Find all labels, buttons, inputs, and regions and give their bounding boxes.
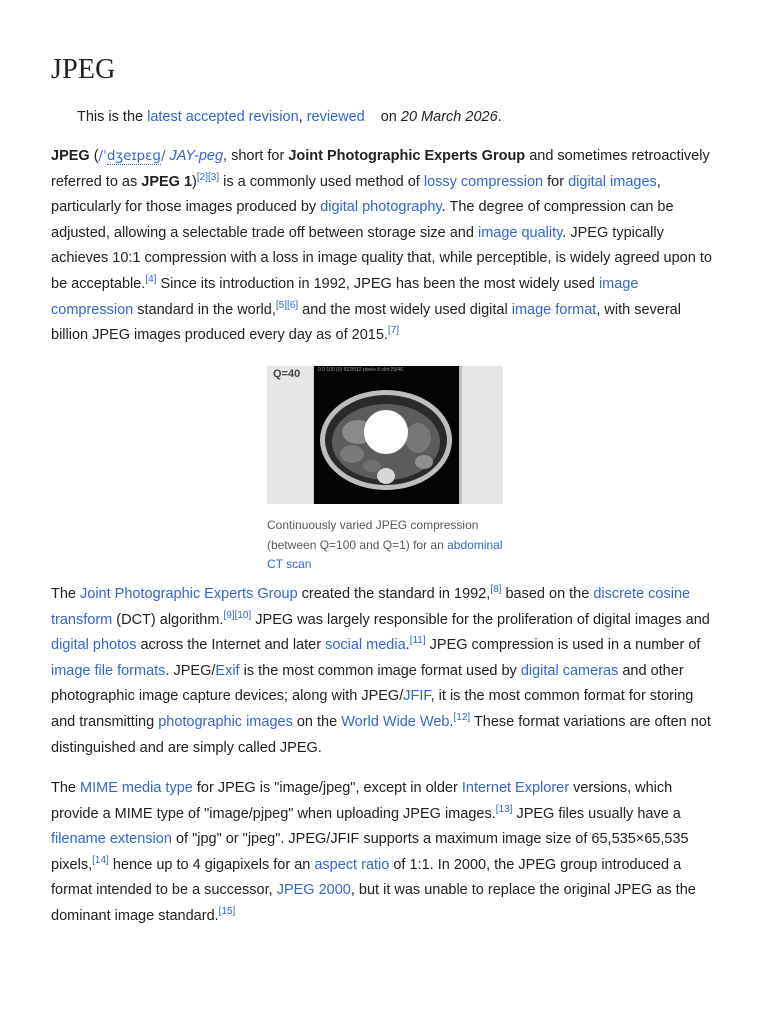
text-span: of "jpg" or "jpeg". JPEG/JFIF supports a maximum image size of 65,535×65,535 pixels, bbox=[51, 831, 689, 873]
text-span: , particularly for those images produced by bbox=[51, 173, 661, 216]
citation-3[interactable]: [3] bbox=[208, 171, 220, 183]
respelling-rest: -peg bbox=[194, 148, 224, 164]
ipa-pronunciation-link[interactable] bbox=[99, 148, 166, 165]
link-discrete-cosine-transform[interactable]: discrete cosine transform bbox=[51, 586, 691, 628]
ipa-text: dʒeɪpɛɡ bbox=[106, 148, 161, 164]
ct-header-text: 0.0 100 (0) 512/512 pixels 8 slot 29/46 bbox=[318, 367, 404, 373]
citation-10[interactable]: [10] bbox=[234, 609, 252, 621]
text-span: is the most common image format used by bbox=[239, 662, 521, 679]
text-span: across the Internet and later bbox=[136, 637, 326, 654]
ct-scan-frame bbox=[313, 366, 462, 504]
citation-11[interactable]: [11] bbox=[409, 635, 426, 647]
text-span: JPEG files usually have a bbox=[512, 805, 681, 822]
text-span: and sometimes retroactively referred to as bbox=[51, 148, 710, 190]
link-image-file-formats[interactable]: image file formats bbox=[51, 662, 166, 679]
revision-prefix: This is the bbox=[77, 109, 148, 125]
term-jpeg1: JPEG 1 bbox=[141, 173, 193, 190]
link-jfif[interactable]: JFIF bbox=[403, 688, 431, 705]
text-span: for bbox=[543, 173, 569, 190]
link-mime-media-type[interactable]: MIME media type bbox=[80, 780, 193, 796]
citation-13[interactable]: [13] bbox=[495, 803, 513, 815]
link-internet-explorer[interactable]: Internet Explorer bbox=[461, 780, 570, 796]
text-span: ( bbox=[89, 148, 99, 164]
history-paragraph bbox=[51, 582, 719, 761]
citation-9[interactable]: [9] bbox=[223, 609, 235, 621]
text-span: ) bbox=[192, 173, 197, 190]
text-span: . JPEG typically achieves 10:1 compression with a loss in image quality that, while perceptible, is widely agreed upon to be acceptable. bbox=[51, 224, 712, 292]
latest-revision-link[interactable]: latest accepted revision bbox=[147, 109, 299, 125]
link-lossy-compression[interactable]: lossy compression bbox=[423, 173, 544, 190]
citation-8[interactable]: [8] bbox=[490, 584, 502, 596]
text-span: , with several billion JPEG images produced every day as of 2015. bbox=[51, 301, 681, 344]
ct-scan-graphic bbox=[314, 366, 459, 504]
text-span: (DCT) algorithm. bbox=[112, 611, 224, 628]
text-span: . JPEG/ bbox=[165, 662, 216, 679]
text-span: . The degree of compression can be adjusted, allowing a selectable trade off between storage size and bbox=[51, 199, 674, 241]
text-span: , but it was unable to replace the original JPEG as the dominant image standard. bbox=[51, 882, 696, 924]
link-digital-images[interactable]: digital images bbox=[568, 173, 657, 190]
link-image-quality[interactable]: image quality bbox=[477, 224, 563, 241]
citation-12[interactable]: [12] bbox=[453, 712, 471, 724]
citation-5[interactable]: [5] bbox=[275, 299, 287, 311]
reviewed-link[interactable]: reviewed bbox=[306, 109, 365, 125]
text-span: The bbox=[51, 780, 81, 796]
ipa-open: /ˈ bbox=[98, 148, 107, 164]
text-span: JPEG compression is used in a number of bbox=[425, 637, 701, 654]
text-span: based on the bbox=[501, 586, 594, 602]
citation-4[interactable]: [4] bbox=[145, 274, 157, 286]
text-span: hence up to 4 gigapixels for an bbox=[108, 856, 315, 873]
page-title: JPEG bbox=[51, 54, 116, 85]
citation-7[interactable]: [7] bbox=[387, 325, 400, 337]
link-world-wide-web[interactable]: World Wide Web bbox=[341, 713, 450, 730]
citation-6[interactable]: [6] bbox=[287, 299, 299, 311]
link-digital-cameras[interactable]: digital cameras bbox=[520, 662, 619, 679]
text-span: , short for bbox=[223, 148, 289, 164]
link-photographic-images[interactable]: photographic images bbox=[158, 713, 293, 730]
link-social-media[interactable]: social media bbox=[325, 637, 406, 654]
text-span: , it is the most common format for storing and transmitting bbox=[51, 688, 694, 730]
text-span: and other photographic image capture devices; along with JPEG/ bbox=[51, 662, 684, 705]
revision-end: . bbox=[497, 109, 502, 125]
ct-scan-image[interactable] bbox=[267, 366, 503, 504]
citation-15[interactable]: [15] bbox=[218, 906, 236, 918]
text-span: Since its introduction in 1992, JPEG has been the most widely used bbox=[156, 275, 599, 292]
text-span: for JPEG is "image/jpeg", except in older bbox=[192, 780, 462, 796]
revision-sep: , bbox=[298, 109, 307, 125]
mime-paragraph bbox=[51, 776, 719, 930]
citation-14[interactable]: [14] bbox=[92, 854, 109, 866]
respelling-link[interactable] bbox=[170, 148, 223, 164]
text-span: . bbox=[449, 713, 454, 730]
citation-2[interactable]: [2] bbox=[196, 171, 209, 183]
revision-on: on bbox=[380, 109, 401, 125]
link-filename-extension[interactable]: filename extension bbox=[51, 831, 172, 848]
intro-paragraph bbox=[51, 144, 719, 349]
text-span: . bbox=[405, 637, 410, 654]
link-digital-photos[interactable]: digital photos bbox=[51, 637, 137, 654]
caption-text: Continuously varied JPEG compression (between Q=100 and Q=1) for an bbox=[267, 518, 479, 552]
revision-notice bbox=[77, 107, 502, 127]
ipa-close: / bbox=[160, 148, 166, 164]
figure-ct-scan bbox=[267, 366, 503, 575]
link-image-compression[interactable]: image compression bbox=[51, 275, 639, 318]
text-span: standard in the world, bbox=[133, 301, 276, 318]
text-span: These format variations are often not distinguished and are simply called JPEG. bbox=[51, 713, 711, 756]
link-digital-photography[interactable]: digital photography bbox=[320, 199, 442, 216]
figure-caption bbox=[267, 516, 503, 575]
text-span: The bbox=[51, 586, 81, 602]
revision-date: 20 March 2026 bbox=[400, 109, 498, 125]
link-jpeg-group[interactable]: Joint Photographic Experts Group bbox=[80, 586, 298, 602]
respelling-stressed: JAY bbox=[169, 148, 194, 164]
text-span: of 1:1. In 2000, the JPEG group introduced a format intended to be a successor, bbox=[51, 856, 682, 899]
link-abdominal-ct-scan[interactable]: abdominal CT scan bbox=[267, 537, 503, 571]
text-span: and the most widely used digital bbox=[298, 301, 512, 318]
quality-label: Q=40 bbox=[273, 368, 301, 380]
link-exif[interactable]: Exif bbox=[215, 662, 240, 679]
text-span: JPEG was largely responsible for the proliferation of digital images and bbox=[251, 611, 710, 628]
term-full-name: Joint Photographic Experts Group bbox=[288, 148, 526, 164]
text-span: on the bbox=[292, 713, 342, 730]
link-jpeg-2000[interactable]: JPEG 2000 bbox=[276, 882, 351, 899]
term-jpeg: JPEG bbox=[51, 148, 90, 164]
link-aspect-ratio[interactable]: aspect ratio bbox=[314, 856, 390, 873]
text-span: created the standard in 1992, bbox=[297, 586, 491, 602]
link-image-format[interactable]: image format bbox=[511, 301, 597, 318]
text-span: versions, which provide a MIME type of "image/pjpeg" when uploading JPEG images. bbox=[51, 780, 673, 822]
text-span: is a commonly used method of bbox=[219, 173, 424, 190]
